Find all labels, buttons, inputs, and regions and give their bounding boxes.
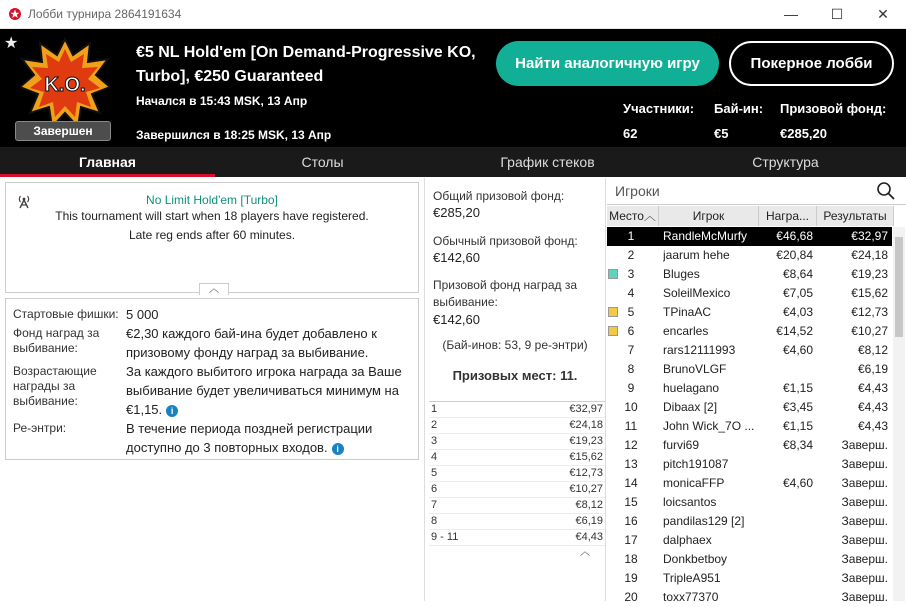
player-bounty: €20,84	[776, 248, 813, 262]
player-place: 15	[624, 495, 638, 509]
tournament-details-panel	[5, 298, 419, 460]
info-late-reg: Late reg ends after 60 minutes.	[128, 228, 296, 242]
player-result: €24,18	[851, 248, 888, 262]
column-player[interactable]: Игрок	[659, 206, 759, 226]
find-similar-game-button[interactable]: Найти аналогичную игру	[496, 41, 719, 86]
player-result: Заверш.	[841, 590, 888, 604]
progressive-bounty-label: Возрастающие награды за выбивание:	[13, 364, 97, 408]
column-bounty[interactable]: Награ...	[759, 206, 817, 226]
payout-place: 5	[431, 467, 438, 479]
entrants-label: Участники:	[623, 101, 695, 116]
player-row[interactable]	[607, 531, 892, 550]
player-row[interactable]	[607, 322, 892, 341]
player-name: SoleilMexico	[663, 286, 731, 300]
player-result: €15,62	[851, 286, 888, 300]
payout-row	[429, 434, 605, 450]
search-input[interactable]: Игроки	[615, 183, 660, 199]
player-row[interactable]	[607, 493, 892, 512]
collapse-info-button[interactable]: ︿	[199, 283, 229, 295]
window-titlebar	[0, 0, 906, 29]
player-row[interactable]	[607, 550, 892, 569]
player-bounty: €8,64	[782, 267, 813, 281]
payout-row	[429, 450, 605, 466]
payout-amount: €12,73	[569, 467, 603, 479]
entries-note: (Бай-инов: 53, 9 ре-энтри)	[442, 338, 588, 352]
player-row[interactable]	[607, 303, 892, 322]
player-name: jaarum hehe	[663, 248, 730, 262]
payout-amount: €32,97	[569, 403, 603, 415]
player-place: 18	[624, 552, 638, 566]
ko-badge-text: K.O.	[44, 74, 86, 96]
player-result: Заверш.	[841, 495, 888, 509]
progressive-bounty-value	[126, 362, 416, 419]
entrants-value: 62	[623, 126, 638, 141]
player-place: 17	[624, 533, 638, 547]
payout-row	[429, 530, 605, 546]
player-bounty: €46,68	[776, 229, 813, 243]
payout-row	[429, 498, 605, 514]
payout-row	[429, 418, 605, 434]
player-bounty: €4,03	[782, 305, 813, 319]
player-place: 2	[627, 248, 635, 262]
pokerstars-logo-icon	[8, 7, 22, 21]
player-place: 14	[624, 476, 638, 490]
players-panel	[607, 178, 906, 604]
payout-place: 9 - 11	[431, 531, 459, 543]
player-row[interactable]	[607, 398, 892, 417]
player-bounty: €1,15	[782, 419, 813, 433]
player-row[interactable]	[607, 341, 892, 360]
info-start-condition: This tournament will start when 18 players have registered.	[55, 209, 369, 223]
regular-prizepool-label: Обычный призовой фонд:	[433, 234, 578, 248]
tab-structure[interactable]: Структура	[752, 154, 819, 170]
column-place-label: Место	[609, 209, 644, 223]
payout-place: 8	[431, 515, 438, 527]
player-name: TripleA951	[663, 571, 721, 585]
payout-table	[429, 401, 605, 546]
payout-row	[429, 482, 605, 498]
payout-amount: €19,23	[569, 435, 603, 447]
player-name: Dibaax [2]	[663, 400, 718, 414]
player-place: 6	[627, 324, 635, 338]
player-result: €4,43	[857, 400, 888, 414]
bounty-fund-value: €2,30 каждого бай-ина будет добавлено к призовому фонду наград за выбивание.	[126, 326, 377, 360]
player-result: €10,27	[851, 324, 888, 338]
player-name: encarles	[663, 324, 709, 338]
players-scrollbar[interactable]	[893, 227, 905, 601]
player-row[interactable]	[607, 360, 892, 379]
player-bounty: €14,52	[776, 324, 813, 338]
player-result: €6,19	[857, 362, 888, 376]
payout-place: 2	[431, 419, 438, 431]
reentry-text: В течение периода поздней регистрации доступно до 3 повторных входов.	[126, 421, 373, 455]
player-row[interactable]	[607, 227, 892, 246]
payout-place: 7	[431, 499, 438, 511]
info-icon[interactable]: i	[166, 405, 178, 417]
payout-row	[429, 466, 605, 482]
player-place: 19	[624, 571, 638, 585]
status-badge: Завершен	[15, 121, 111, 141]
player-bounty: €3,45	[782, 400, 813, 414]
tab-tables[interactable]: Столы	[301, 154, 344, 170]
minimize-button[interactable]: —	[784, 6, 798, 22]
player-result: €32,97	[851, 229, 888, 243]
player-row[interactable]	[607, 474, 892, 493]
player-place: 5	[627, 305, 635, 319]
tab-main[interactable]: Главная	[0, 147, 215, 177]
player-place: 12	[624, 438, 638, 452]
player-result: Заверш.	[841, 552, 888, 566]
column-results[interactable]: Результаты	[817, 206, 894, 226]
player-bounty: €1,15	[782, 381, 813, 395]
player-row[interactable]	[607, 284, 892, 303]
tab-stack-chart[interactable]: График стеков	[500, 154, 595, 170]
end-time: Завершился в 18:25 MSK, 13 Апр	[136, 128, 332, 142]
player-name: Donkbetboy	[663, 552, 728, 566]
game-info-panel	[5, 182, 419, 293]
total-prizepool-label: Общий призовой фонд:	[433, 189, 565, 203]
player-place: 3	[627, 267, 635, 281]
payout-place: 4	[431, 451, 438, 463]
maximize-button[interactable]: ☐	[830, 6, 844, 22]
player-row[interactable]	[607, 417, 892, 436]
knockout-badge-icon	[20, 37, 110, 131]
player-row[interactable]	[607, 436, 892, 455]
buyin-value: €5	[714, 126, 729, 141]
player-row[interactable]	[607, 512, 892, 531]
player-result: Заверш.	[841, 476, 888, 490]
player-result: €12,73	[851, 305, 888, 319]
player-name: John Wick_7O ...	[663, 419, 755, 433]
bounty-prizepool-label: Призовой фонд наград за выбивание:	[433, 278, 578, 309]
player-name: toxx77370	[663, 590, 719, 604]
bounty-fund-label: Фонд наград за выбивание:	[13, 326, 100, 355]
player-place: 16	[624, 514, 638, 528]
close-button[interactable]: ✕	[877, 6, 889, 22]
info-icon[interactable]: i	[332, 443, 344, 455]
sort-ascending-icon: ︿	[643, 209, 656, 223]
tournament-header	[0, 29, 906, 147]
players-list	[607, 227, 892, 607]
prizepool-value: €285,20	[780, 126, 827, 141]
player-note-marker-icon	[608, 326, 618, 336]
player-result: Заверш.	[841, 438, 888, 452]
player-name: rars12111993	[663, 343, 736, 357]
player-name: monicaFFP	[663, 476, 725, 490]
payout-amount: €8,12	[575, 499, 603, 511]
player-name: BrunoVLGF	[663, 362, 727, 376]
player-bounty: €7,05	[782, 286, 813, 300]
scrollbar-thumb[interactable]	[895, 237, 903, 337]
game-name: No Limit Hold'em [Turbo]	[146, 193, 278, 207]
player-bounty: €4,60	[782, 343, 813, 357]
player-result: Заверш.	[841, 571, 888, 585]
player-bounty: €4,60	[782, 476, 813, 490]
player-place: 13	[624, 457, 638, 471]
payout-amount: €4,43	[575, 531, 603, 543]
payout-place: 6	[431, 483, 438, 495]
star-icon[interactable]: ★	[4, 35, 19, 52]
player-place: 20	[624, 590, 638, 604]
payout-amount: €6,19	[575, 515, 603, 527]
regular-prizepool-value: €142,60	[433, 250, 480, 265]
tournament-title: €5 NL Hold'em [On Demand-Progressive KO, Turbo], €250 Guaranteed	[136, 44, 476, 85]
player-note-marker-icon	[608, 307, 618, 317]
player-note-marker-icon	[608, 269, 618, 279]
player-place: 8	[627, 362, 635, 376]
buyin-label: Бай-ин:	[714, 101, 764, 116]
player-name: Bluges	[663, 267, 700, 281]
player-bounty: €8,34	[782, 438, 813, 452]
progressive-bounty-text: За каждого выбитого игрока награда за Ваше выбивание будет увеличиваться минимум на €1,15.	[126, 364, 402, 417]
player-row[interactable]	[607, 569, 892, 588]
starting-chips-value: 5 000	[126, 307, 159, 322]
player-place: 10	[624, 400, 638, 414]
player-result: €8,12	[857, 343, 888, 357]
window-title: Лобби турнира 2864191634	[28, 7, 182, 21]
player-name: pandilas129 [2]	[663, 514, 745, 528]
bounty-prizepool-value: €142,60	[433, 312, 480, 327]
player-result: Заверш.	[841, 533, 888, 547]
player-search[interactable]	[607, 178, 906, 205]
poker-lobby-button[interactable]: Покерное лобби	[729, 41, 894, 86]
player-row[interactable]	[607, 455, 892, 474]
player-row[interactable]	[607, 379, 892, 398]
player-name: dalphaex	[663, 533, 712, 547]
payout-amount: €15,62	[569, 451, 603, 463]
search-icon[interactable]	[876, 181, 896, 201]
payout-place: 1	[431, 403, 438, 415]
tab-bar	[0, 147, 906, 177]
column-place[interactable]	[607, 206, 659, 226]
player-row[interactable]	[607, 246, 892, 265]
player-result: €4,43	[857, 419, 888, 433]
prizepool-label: Призовой фонд:	[780, 101, 887, 116]
prize-pool-panel	[424, 178, 606, 601]
player-name: TPinaAC	[663, 305, 712, 319]
player-row[interactable]	[607, 588, 892, 607]
payout-row	[429, 514, 605, 530]
player-place: 9	[627, 381, 635, 395]
payout-amount: €24,18	[569, 419, 603, 431]
paid-places: Призовых мест: 11.	[452, 368, 578, 383]
payout-amount: €10,27	[569, 483, 603, 495]
starting-chips-label: Стартовые фишки:	[13, 307, 119, 321]
player-result: €19,23	[851, 267, 888, 281]
total-prizepool-value: €285,20	[433, 205, 480, 220]
player-name: RandleMcMurfy	[663, 229, 748, 243]
player-result: €4,43	[857, 381, 888, 395]
reentry-label: Ре-энтри:	[13, 421, 67, 435]
collapse-payout-button[interactable]: ︿	[580, 547, 590, 558]
start-time: Начался в 15:43 MSK, 13 Апр	[136, 94, 308, 108]
player-row[interactable]	[607, 265, 892, 284]
payout-place: 3	[431, 435, 438, 447]
player-name: huelagano	[663, 381, 720, 395]
player-place: 7	[627, 343, 635, 357]
player-place: 4	[627, 286, 635, 300]
player-place: 11	[624, 419, 638, 433]
player-name: pitch191087	[663, 457, 729, 471]
player-place: 1	[627, 229, 635, 243]
payout-row	[429, 402, 605, 418]
player-result: Заверш.	[841, 457, 888, 471]
reentry-value	[126, 419, 416, 457]
player-name: loicsantos	[663, 495, 717, 509]
player-name: furvi69	[663, 438, 700, 452]
player-result: Заверш.	[841, 514, 888, 528]
